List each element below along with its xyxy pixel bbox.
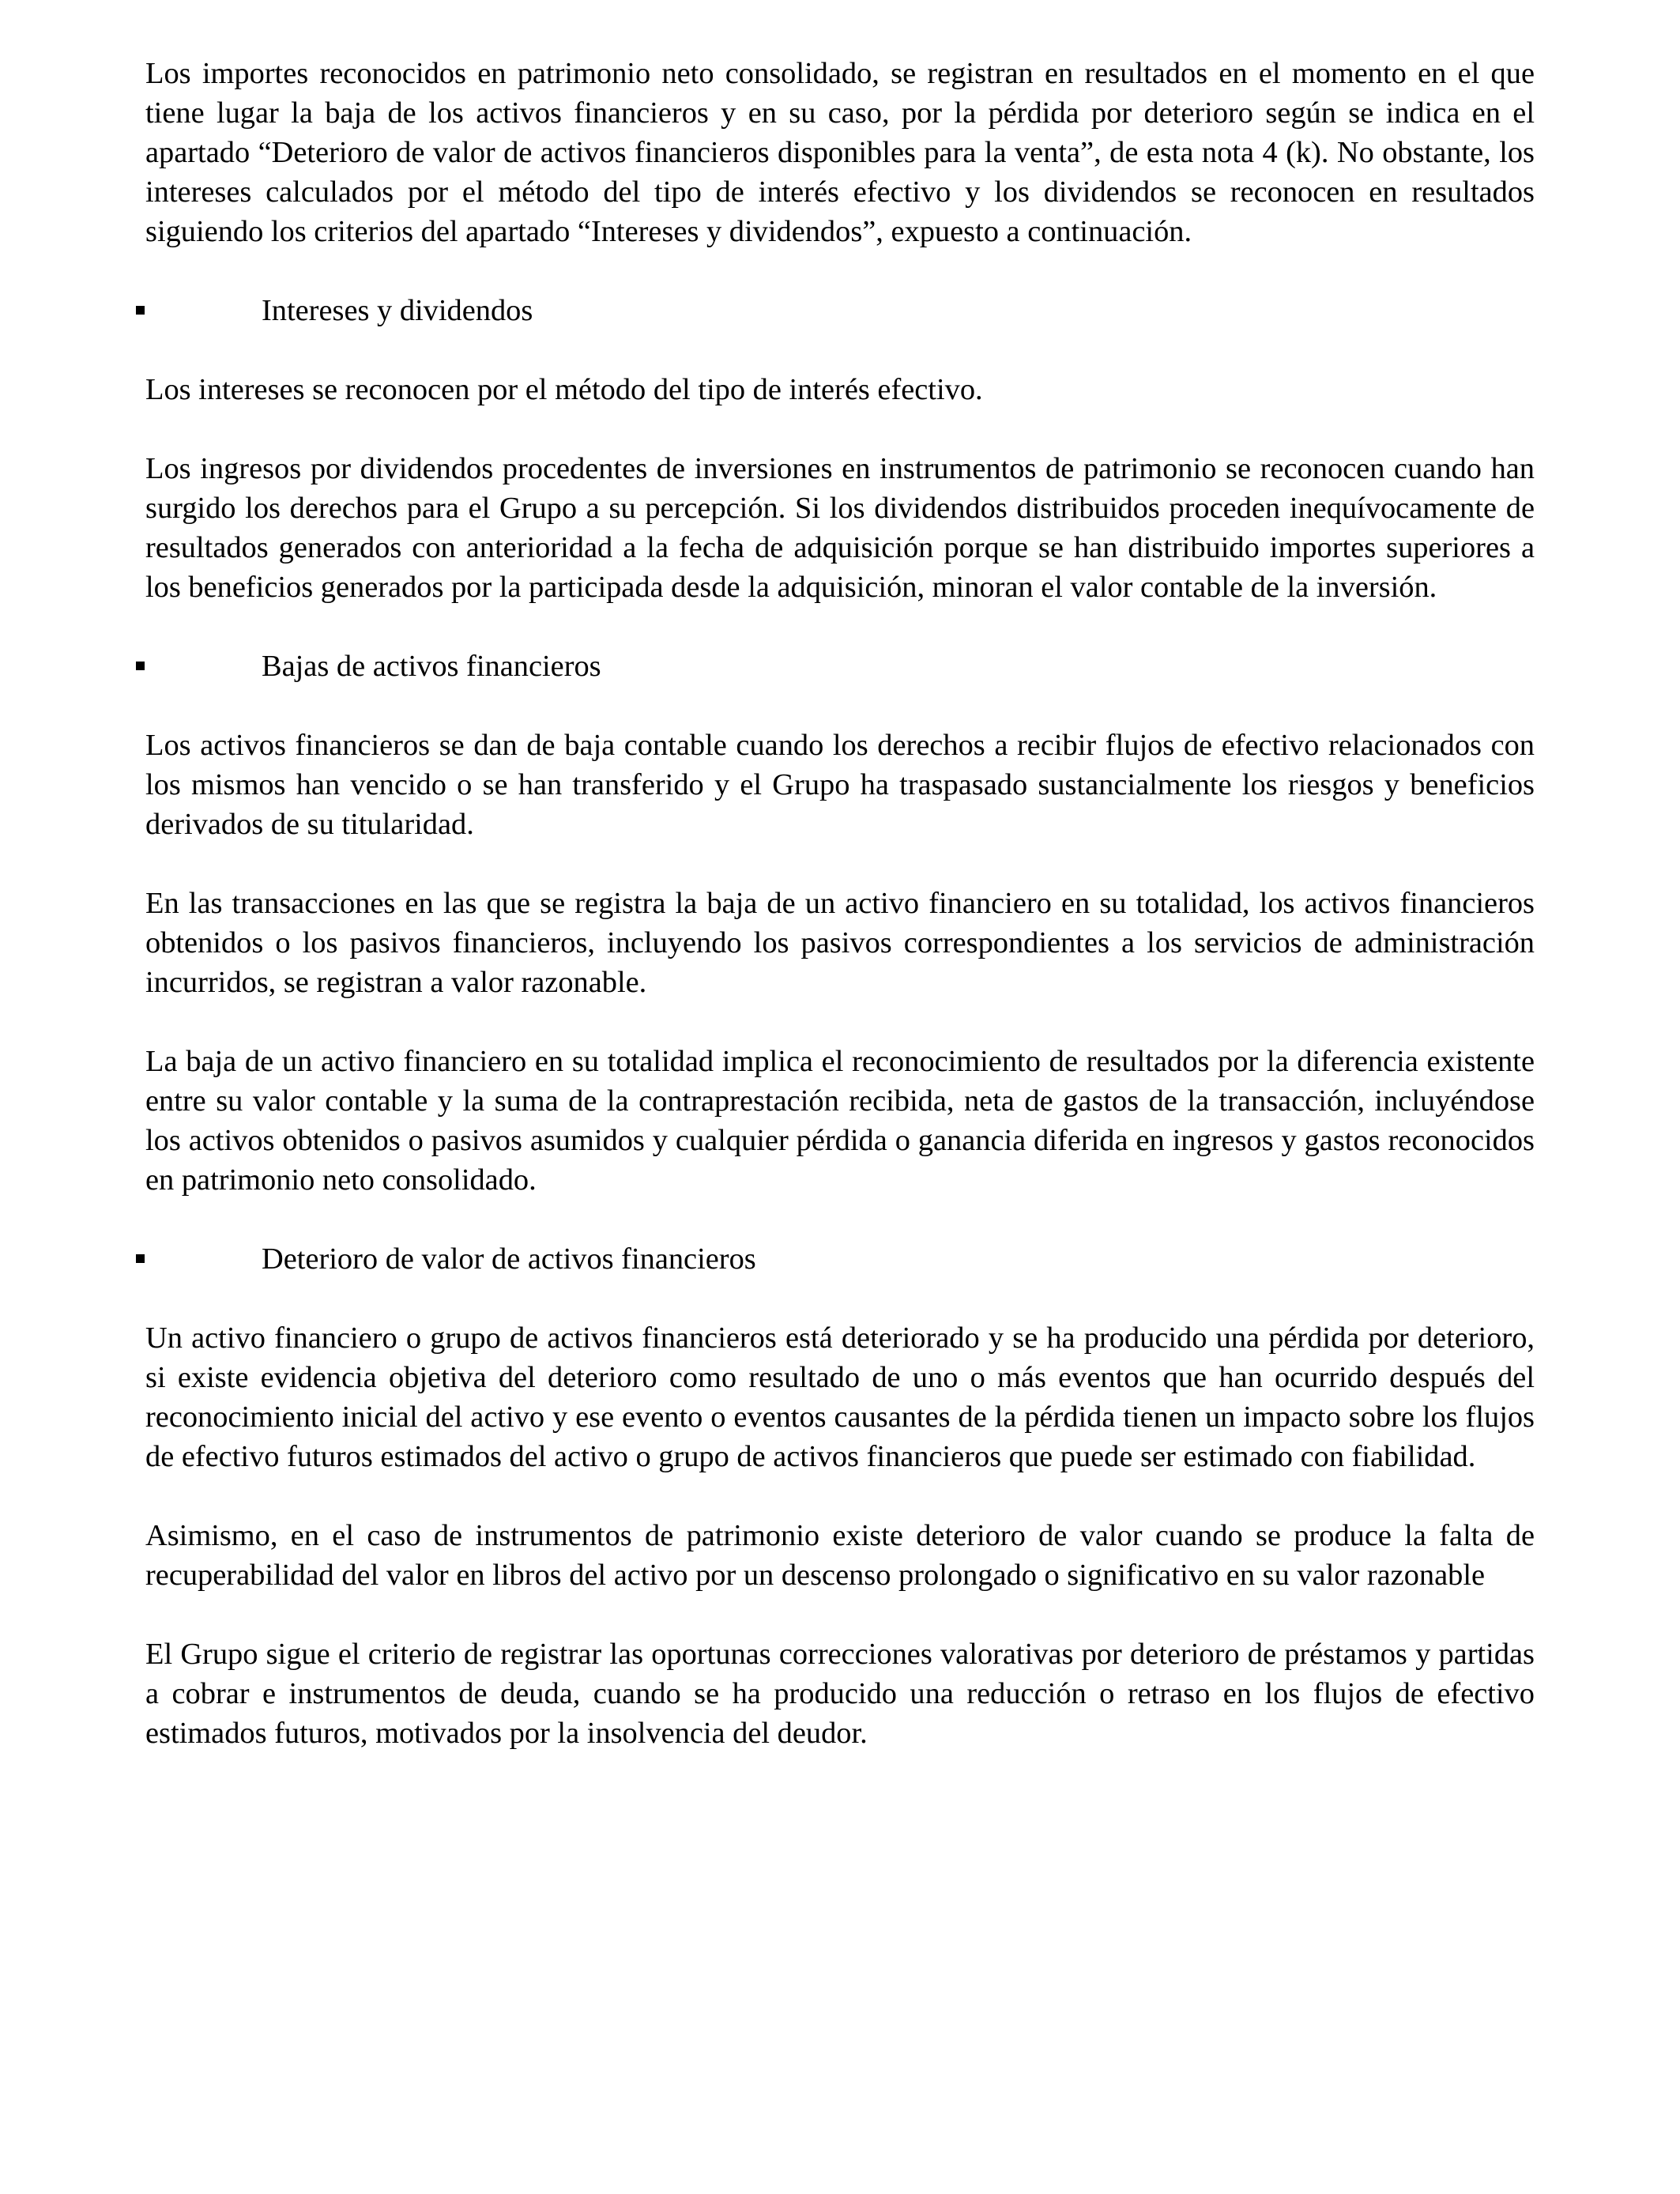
section-heading-intereses (145, 291, 1535, 330)
paragraph-transacciones: En las transacciones en las que se registra la baja de un activo financiero en su totalidad, los activos financieros obtenidos o los pasivos financieros, incluyendo los pasivos correspondientes a los servicios de administración incurridos, se registran a valor razonable. (145, 887, 1535, 999)
paragraph-instrumentos-patrimonio: Asimismo, en el caso de instrumentos de patrimonio existe deterioro de valor cuando se produce la falta de recuperabilidad del valor en libros del activo por un descenso prolongado o significativo en su valor razonable (145, 1519, 1535, 1592)
paragraph-baja-contable: Los activos financieros se dan de baja contable cuando los derechos a recibir flujos de efectivo relacionados con los mismos han vencido o se han transferido y el Grupo ha traspasado sustancialmente los riesgos y beneficios derivados de su titularidad. (145, 729, 1535, 841)
section-heading-deterioro (145, 1239, 1535, 1279)
document-page (145, 54, 1535, 1753)
spacer (145, 844, 1535, 884)
spacer (145, 409, 1535, 449)
spacer (145, 330, 1535, 370)
spacer (145, 1476, 1535, 1516)
paragraph-activo-deteriorado: Un activo financiero o grupo de activos financieros está deteriorado y se ha producido una pérdida por deterioro, si existe evidencia objetiva del deterioro como resultado de uno o más eventos que han ocurrido después del reconocimiento inicial del activo y ese evento o eventos causantes de la pérdida tienen un impacto sobre los flujos de efectivo futuros estimados del activo o grupo de activos financieros que puede ser estimado con fiabilidad. (145, 1321, 1535, 1473)
square-bullet-icon (136, 1254, 145, 1263)
paragraph-dividendos: Los ingresos por dividendos procedentes de inversiones en instrumentos de patrimonio se reconocen cuando han surgido los derechos para el Grupo a su percepción. Si los dividendos distribuidos proceden inequívocamente de resultados generados con anterioridad a la fecha de adquisición porque se han distribuido importes superiores a los beneficios generados por la participada desde la adquisición, minoran el valor contable de la inversión. (145, 452, 1535, 604)
spacer (145, 1002, 1535, 1042)
spacer (145, 1200, 1535, 1239)
paragraph-baja-totalidad: La baja de un activo financiero en su totalidad implica el reconocimiento de resultados por la diferencia existente entre su valor contable y la suma de la contraprestación recibida, neta de gastos de la transacción, incluyéndose los activos obtenidos o pasivos asumidos y cualquier pérdida o ganancia diferida en ingresos y gastos reconocidos en patrimonio neto consolidado. (145, 1045, 1535, 1197)
spacer (145, 1279, 1535, 1318)
spacer (145, 1595, 1535, 1634)
section-heading-label: Bajas de activos financieros (262, 650, 601, 683)
section-heading-label: Intereses y dividendos (262, 294, 533, 327)
spacer (145, 686, 1535, 726)
paragraph-correcciones-valorativas: El Grupo sigue el criterio de registrar las oportunas correcciones valorativas por deterioro de préstamos y partidas a cobrar e instrumentos de deuda, cuando se ha producido una reducción o retraso en los flujos de efectivo estimados futuros, motivados por la insolvencia del deudor. (145, 1638, 1535, 1750)
paragraph-intereses: Los intereses se reconocen por el método del tipo de interés efectivo. (145, 373, 983, 406)
spacer (145, 251, 1535, 291)
spacer (145, 607, 1535, 647)
square-bullet-icon (136, 306, 145, 315)
section-heading-bajas (145, 647, 1535, 686)
paragraph-patrimonio-neto: Los importes reconocidos en patrimonio neto consolidado, se registran en resultados en el momento en el que tiene lugar la baja de los activos financieros y en su caso, por la pérdida por deterioro según se indica en el apartado “Deterioro de valor de activos financieros disponibles para la venta”, de esta nota 4 (k). No obstante, los intereses calculados por el método del tipo de interés efectivo y los dividendos se reconocen en resultados siguiendo los criterios del apartado “Intereses y dividendos”, expuesto a continuación. (145, 57, 1535, 248)
square-bullet-icon (136, 662, 145, 670)
section-heading-label: Deterioro de valor de activos financieros (262, 1242, 756, 1276)
